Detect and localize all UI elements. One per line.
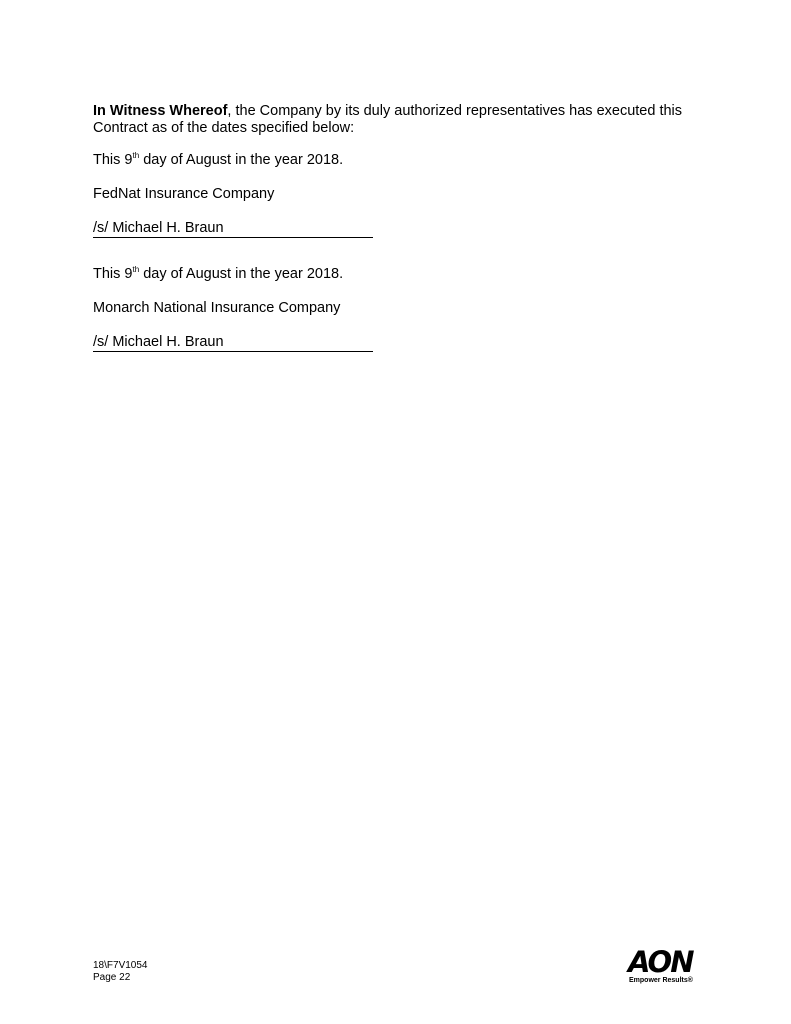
signature-line-1 (93, 220, 713, 238)
signature-line-2 (93, 334, 713, 352)
logo-mark: AON (628, 945, 693, 979)
date-ordinal: th (132, 265, 140, 274)
date-ordinal: th (132, 151, 140, 160)
page-number: Page 22 (93, 972, 131, 983)
execution-date-2 (93, 266, 713, 283)
company-name-2: Monarch National Insurance Company (93, 300, 341, 316)
logo-tagline: Empower Results® (629, 977, 693, 984)
witness-text: , the Company by its duly authorized representatives has executed this Contract as of the dates specified below: (93, 103, 683, 136)
witness-lead: In Witness Whereof (93, 103, 228, 119)
company-name-1: FedNat Insurance Company (93, 186, 275, 202)
signature-1: /s/ Michael H. Braun (93, 221, 373, 238)
aon-logo (628, 945, 700, 988)
date-suffix: day of August in the year 2018. (139, 152, 344, 168)
execution-date-1 (93, 152, 713, 169)
page-footer (93, 960, 148, 984)
date-prefix: This 9 (93, 152, 133, 168)
signature-2: /s/ Michael H. Braun (93, 335, 373, 352)
witness-clause (93, 103, 713, 137)
document-code: 18\F7V1054 (93, 960, 148, 971)
date-suffix: day of August in the year 2018. (139, 266, 344, 282)
date-prefix: This 9 (93, 266, 133, 282)
